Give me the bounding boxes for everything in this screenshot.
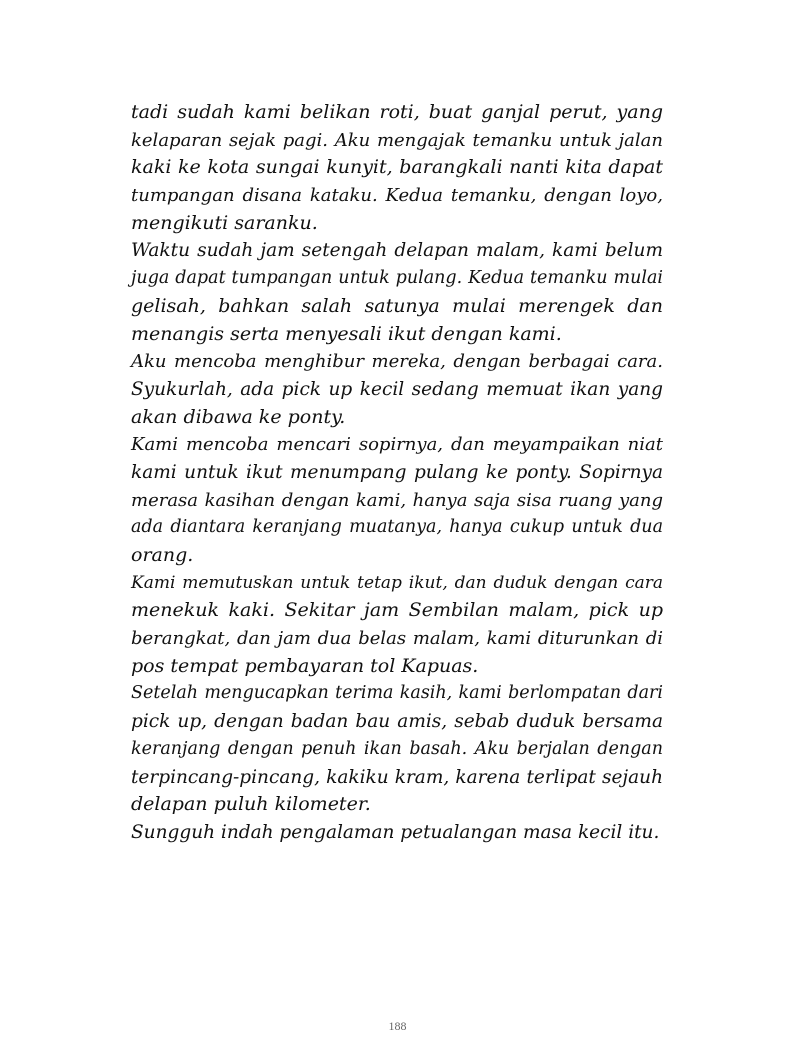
- text-line: keranjang dengan penuh ikan basah. Aku berjalan dengan: [131, 738, 663, 759]
- text-line: Sungguh indah pengalaman petualangan masa kecil itu.: [131, 821, 660, 843]
- text-line: merasa kasihan dengan kami, hanya saja sisa ruang yang: [131, 489, 663, 511]
- text-line: Setelah mengucapkan terima kasih, kami berlompatan dari: [131, 683, 663, 704]
- text-line: delapan puluh kilometer.: [131, 793, 371, 816]
- text-line: kami untuk ikut menumpang pulang ke ponty. Sopirnya: [131, 461, 663, 483]
- text-line: tadi sudah kami belikan roti, buat ganjal perut, yang: [131, 101, 663, 123]
- text-line: Waktu sudah jam setengah delapan malam, kami belum: [131, 240, 663, 262]
- text-line: menekuk kaki. Sekitar jam Sembilan malam, pick up: [131, 599, 663, 622]
- text-line: kaki ke kota sungai kunyit, barangkali nanti kita dapat: [131, 156, 663, 179]
- page-number: 188: [388, 1019, 407, 1033]
- text-line: kelaparan sejak pagi. Aku mengajak temanku untuk jalan: [131, 129, 663, 151]
- text-line: berangkat, dan jam dua belas malam, kami diturunkan di: [131, 628, 663, 650]
- text-line: terpincang-pincang, kakiku kram, karena terlipat sejauh: [131, 766, 663, 788]
- text-line: orang.: [131, 544, 194, 566]
- text-line: mengikuti saranku.: [131, 211, 318, 234]
- text-line: Aku mencoba menghibur mereka, dengan berbagai cara.: [131, 351, 663, 373]
- text-line: ada diantara keranjang muatanya, hanya cukup untuk dua: [131, 517, 663, 538]
- text-line: Syukurlah, ada pick up kecil sedang memuat ikan yang: [131, 378, 663, 400]
- text-line: tumpangan disana kataku. Kedua temanku, dengan loyo,: [131, 185, 663, 207]
- text-line: Kami memutuskan untuk tetap ikut, dan duduk dengan cara: [131, 572, 663, 593]
- text-line: gelisah, bahkan salah satunya mulai merengek dan: [131, 294, 663, 317]
- text-line: juga dapat tumpangan untuk pulang. Kedua temanku mulai: [131, 268, 663, 289]
- body-text: [131, 99, 663, 847]
- text-line: Kami mencoba mencari sopirnya, dan meyampaikan niat: [131, 434, 663, 456]
- text-line: pick up, dengan badan bau amis, sebab duduk bersama: [131, 711, 663, 733]
- text-line: menangis serta menyesali ikut dengan kami.: [131, 322, 562, 345]
- text-line: akan dibawa ke ponty.: [131, 405, 346, 428]
- text-line: pos tempat pembayaran tol Kapuas.: [131, 654, 479, 677]
